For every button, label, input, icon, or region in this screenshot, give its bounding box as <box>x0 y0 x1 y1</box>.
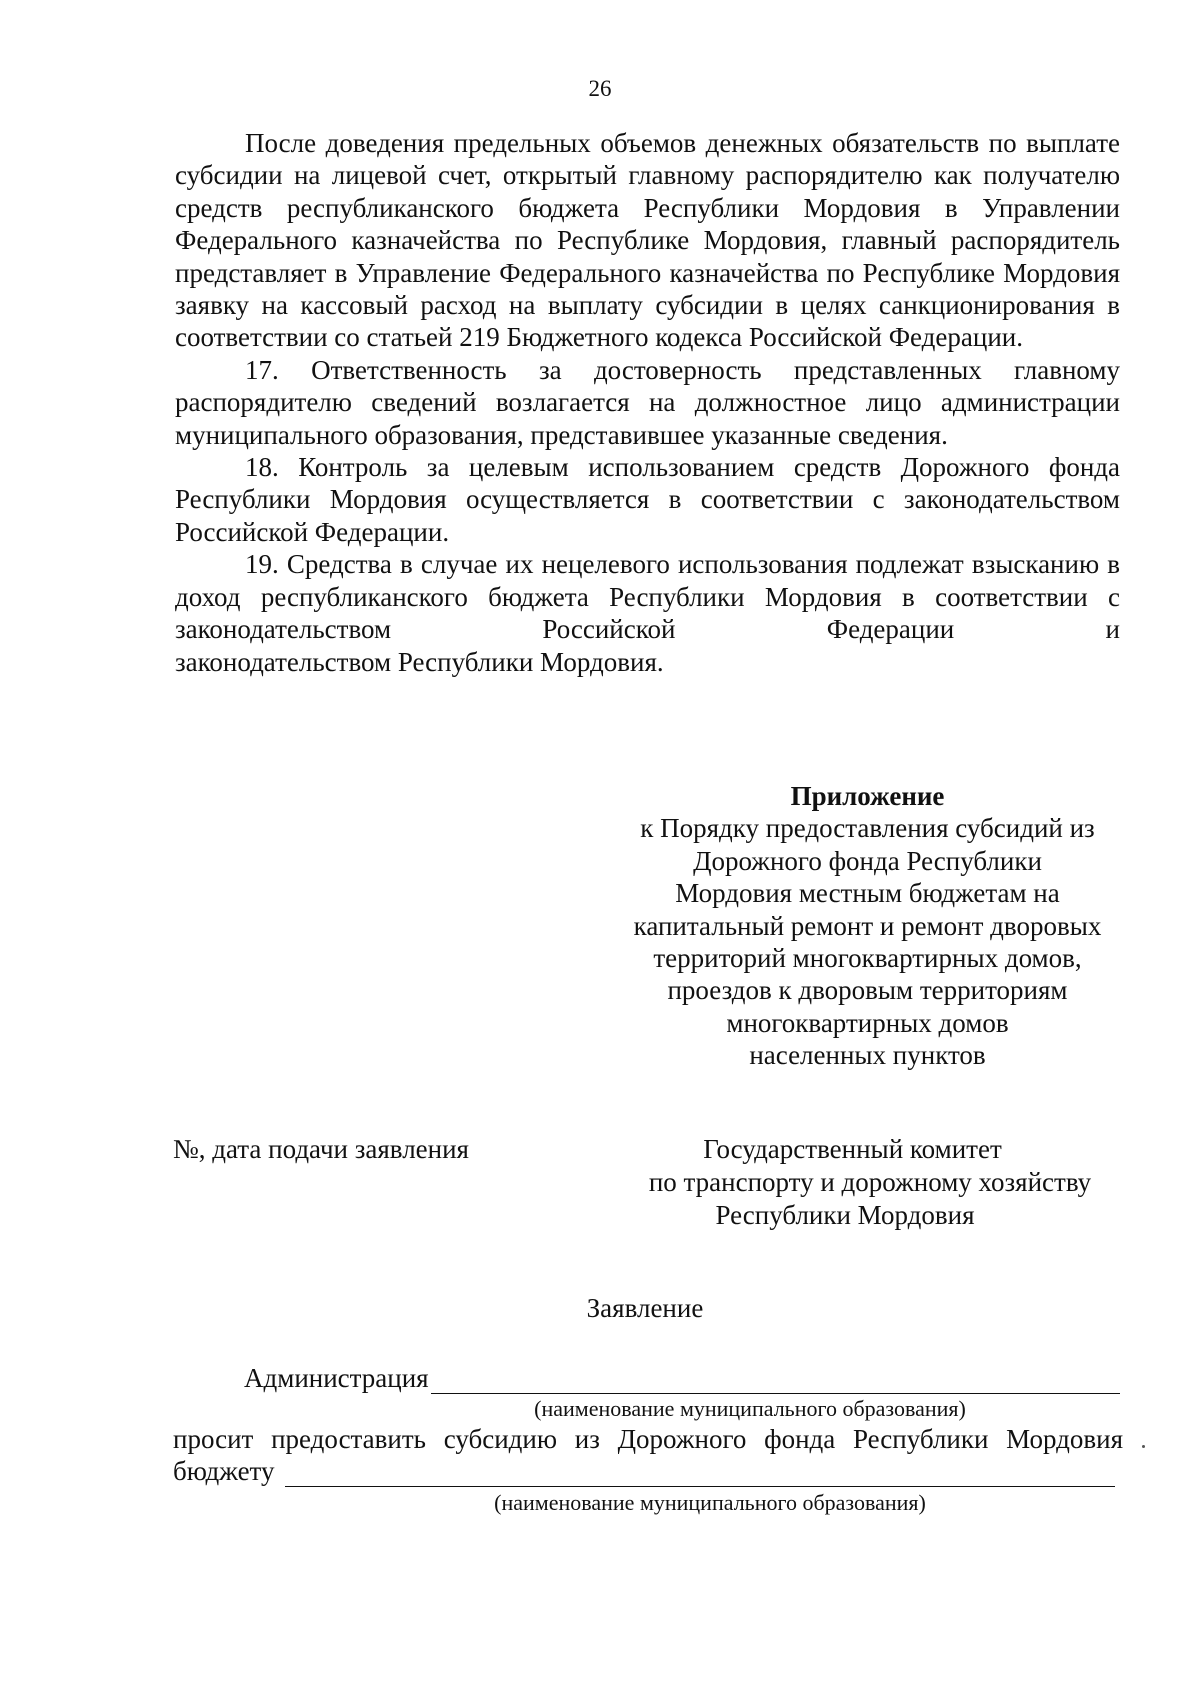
statement-title: Заявление <box>586 1293 704 1323</box>
appendix-line: к Порядку предоставления субсидий из <box>640 813 1095 844</box>
appendix-line: Мордовия местным бюджетам на <box>675 878 1060 909</box>
appendix-line: капитальный ремонт и ремонт дворовых <box>633 910 1102 941</box>
addressee-line: Республики Мордовия <box>715 1200 975 1230</box>
page-number: 26 <box>588 76 612 101</box>
addressee-block <box>615 1133 1125 1232</box>
request-text: просит предоставить субсидию из Дорожного фонда Республики Мордовия <box>173 1424 1123 1454</box>
addressee-line: по транспорту и дорожному хозяйству <box>648 1167 1092 1197</box>
appendix-line: Дорожного фонда Республики <box>693 845 1042 876</box>
appendix-line: многоквартирных домов <box>726 1007 1009 1038</box>
paragraph-19-tail: законодательством Республики Мордовия. <box>175 646 664 677</box>
administration-blank-field[interactable] <box>431 1367 1120 1394</box>
administration-caption: (наименование муниципального образования) <box>534 1396 966 1421</box>
appendix-line: населенных пунктов <box>749 1040 986 1071</box>
administration-label: Администрация <box>244 1363 429 1393</box>
body-text <box>175 127 1120 678</box>
paragraph-18: 18. Контроль за целевым использованием средств Дорожного фонда Республики Мордовия осуществляется в соответствии с законодательством Российской Федерации. <box>175 452 1120 547</box>
addressee-line: Государственный комитет <box>703 1134 1002 1164</box>
appendix-line: проездов к дворовым территориям <box>667 975 1068 1006</box>
budget-blank-field[interactable] <box>285 1460 1115 1487</box>
appendix-title: Приложение <box>790 781 945 811</box>
paragraph-16: После доведения предельных объемов денежных обязательств по выплате субсидии на лицевой счет, открытый главному распорядителю как получателю средств республиканского бюджета Республики Мордовия в Управлении Федерального казначейства по Республике Мордовия, главный распорядитель представляет в Управление Федерального казначейства по Республике Мордовия заявку на кассовый расход на выплату субсидии в целях санкционирования в соответствии со статьей 219 Бюджетного кодекса Российской Федерации. <box>175 128 1120 353</box>
paragraph-17: 17. Ответственность за достоверность представленных главному распорядителю сведений возлагается на должностное лицо администрации муниципального образования, представившее указанные сведения. <box>175 354 1120 450</box>
budget-row <box>173 1455 1115 1487</box>
appendix-line: территорий многоквартирных домов, <box>653 943 1082 974</box>
paragraph-19: 19. Средства в случае их нецелевого использования подлежат взысканию в доход республиканского бюджета Республики Мордовия в соответствии с законодательством Российской Федерации и <box>175 549 1120 645</box>
administration-row <box>244 1362 1120 1394</box>
scan-speck <box>1142 1445 1145 1448</box>
budget-label: бюджету <box>173 1456 275 1486</box>
application-number-label: №, дата подачи заявления <box>173 1134 469 1164</box>
budget-caption: (наименование муниципального образования) <box>494 1490 926 1515</box>
appendix-block <box>615 780 1120 1072</box>
